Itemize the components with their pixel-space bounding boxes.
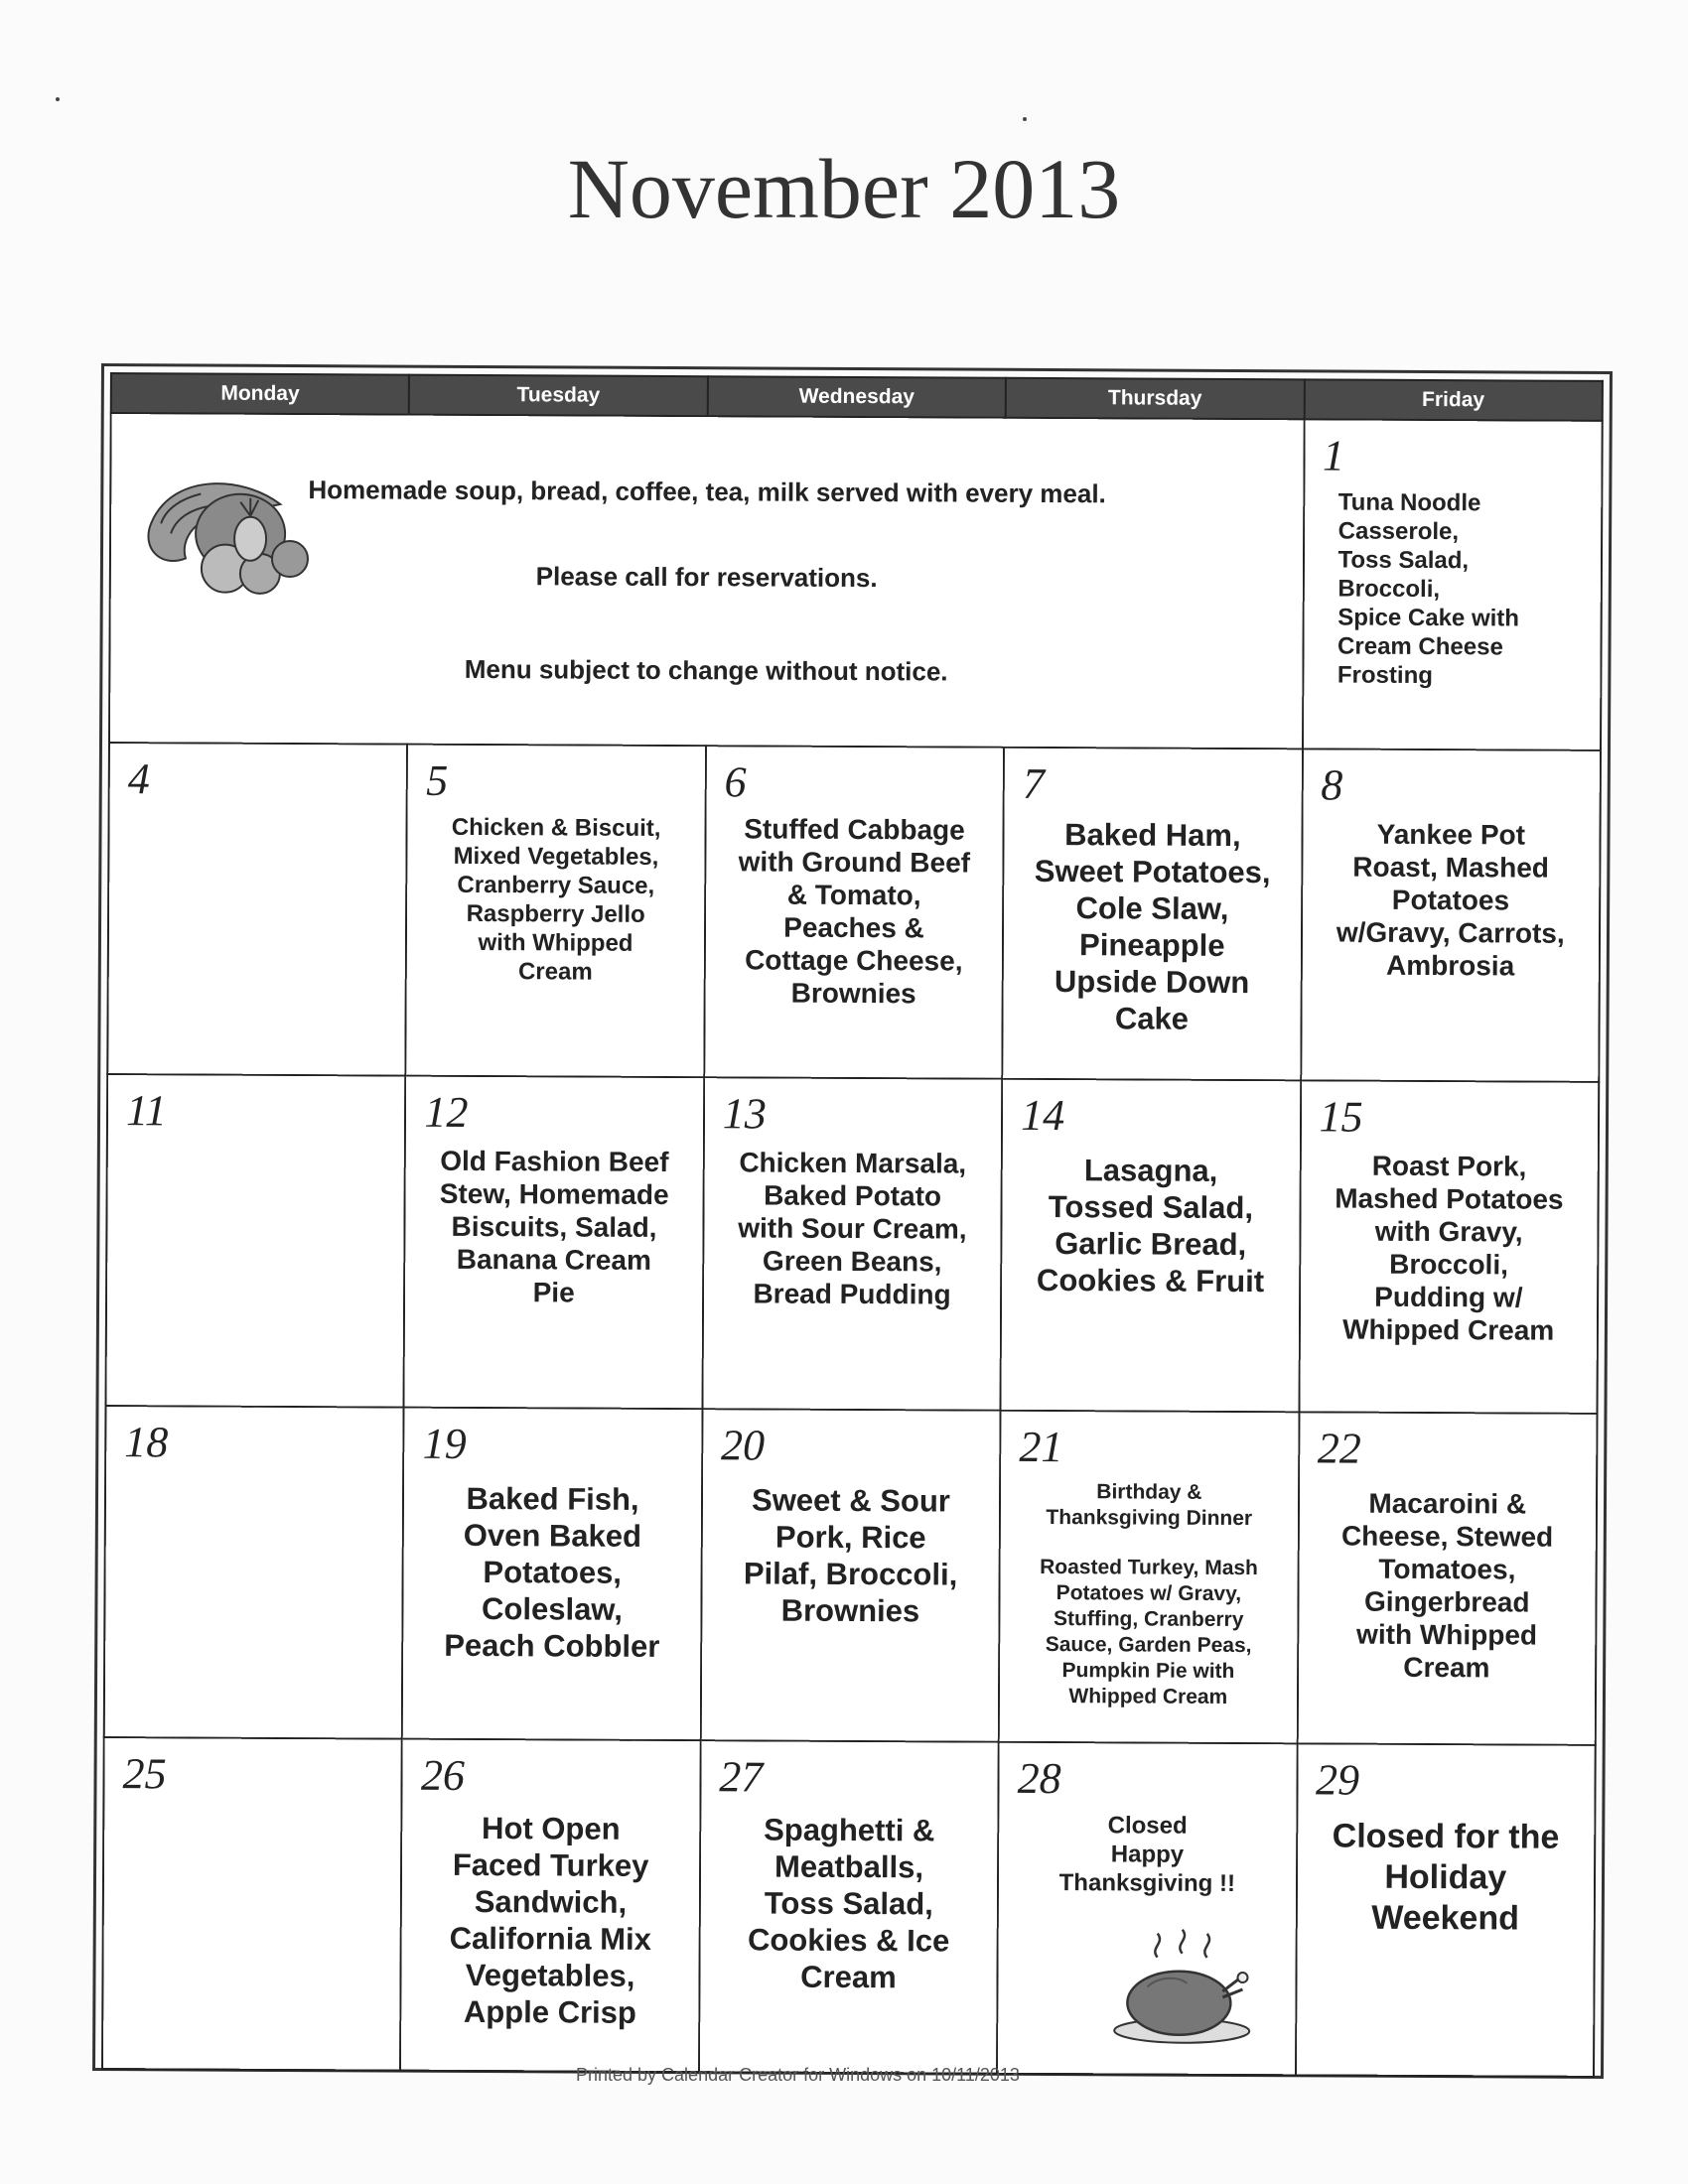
day-number: 14 [1021,1090,1065,1141]
day-menu: Macaroini & Cheese, Stewed Tomatoes, Gingerbread with Whipped Cream [1340,1487,1554,1684]
day-number: 21 [1019,1422,1063,1472]
day-menu: Baked Ham, Sweet Potatoes, Cole Slaw, Pineapple Upside Down Cake [1034,817,1271,1036]
weekday-wednesday: Wednesday [708,376,1007,418]
day-menu: Tuna Noodle Casserole, Toss Salad, Broccoli, Spice Cake with Cream Cheese Frosting [1336,488,1520,690]
day-menu: Chicken Marsala, Baked Potato with Sour Cream, Green Beans, Bread Pudding [738,1147,967,1310]
day-menu: Spaghetti & Meatballs, Toss Salad, Cookies & Ice Cream [747,1812,950,1995]
day-menu: Roasted Turkey, Mash Potatoes w/ Gravy, Stuffing, Cranberry Sauce, Garden Peas, Pumpkin Pie with Whipped Cream [1040,1555,1258,1708]
day-number: 15 [1319,1092,1363,1142]
day-menu: Old Fashion Beef Stew, Homemade Biscuits, Salad, Banana Cream Pie [439,1145,669,1308]
day-cell-7 [1002,748,1302,1081]
day-menu: Yankee Pot Roast, Mashed Potatoes w/Gravy, Carrots, Ambrosia [1336,818,1565,982]
day-number: 27 [719,1752,764,1802]
day-cell-29 [1296,1743,1596,2077]
page-title: November 2013 [567,141,1121,236]
day-cell-4 [107,743,407,1076]
day-menu: Roast Pork, Mashed Potatoes with Gravy, Broccoli, Pudding w/ Whipped Cream [1335,1150,1564,1346]
day-menu: Hot Open Faced Turkey Sandwich, California Mix Vegetables, Apple Crisp [449,1811,652,2030]
day-number: 20 [720,1421,766,1470]
weekday-monday: Monday [111,373,410,415]
weekday-friday: Friday [1304,379,1603,421]
weekday-tuesday: Tuesday [409,375,708,417]
day-cell-25 [102,1737,402,2071]
day-number: 28 [1017,1753,1061,1804]
day-menu: Closed Happy Thanksgiving !! [1058,1812,1236,1898]
weekday-thursday: Thursday [1006,378,1305,420]
notes-line-1: Homemade soup, bread, coffee, tea, milk served with every meal. [308,475,1106,509]
day-cell-22 [1297,1412,1597,1745]
day-number: 12 [424,1087,469,1137]
day-cell-21 [999,1411,1299,1744]
day-number: 26 [420,1750,466,1800]
roast-turkey-icon [1107,1927,1257,2047]
day-cell-5 [406,745,706,1078]
notes-line-2: Please call for reservations. [535,561,878,594]
day-menu: Closed for the Holiday Weekend [1332,1817,1560,1938]
day-cell-26 [400,1739,700,2073]
stray-mark [56,97,60,101]
day-menu: Chicken & Biscuit, Mixed Vegetables, Cranberry Sauce, Raspberry Jello with Whipped Cream [451,813,661,986]
day-cell-11 [106,1074,406,1408]
day-cell-12 [404,1076,704,1410]
day-cell-15 [1299,1080,1599,1414]
day-menu: Sweet & Sour Pork, Rice Pilaf, Broccoli, Brownies [743,1482,958,1629]
day-number: 8 [1321,760,1343,810]
calendar-table [101,372,1604,2078]
day-number: 11 [125,1086,167,1136]
day-number: 5 [426,755,449,805]
day-cell-28 [997,1742,1297,2076]
day-cell-18 [104,1406,404,1739]
day-cell-6 [704,746,1004,1079]
day-number: 7 [1022,758,1046,808]
day-number: 4 [127,754,150,804]
day-number: 19 [422,1419,467,1468]
day-number: 1 [1322,431,1345,480]
day-cell-14 [1001,1079,1301,1413]
day-cell-20 [701,1409,1001,1742]
day-number: 25 [122,1749,167,1799]
day-heading: Birthday & Thanksgiving Dinner [1046,1480,1253,1531]
day-cell-1 [1303,419,1603,751]
notes-cell [109,413,1304,749]
day-cell-27 [699,1740,999,2074]
day-cell-19 [402,1408,702,1741]
stray-mark [1023,117,1027,121]
day-number: 6 [724,757,747,807]
day-number: 18 [124,1418,169,1467]
printed-by-note: Printed by Calendar Creator for Windows on 10/11/2013 [576,2065,1020,2085]
day-menu: Baked Fish, Oven Baked Potatoes, Coleslaw, Peach Cobbler [444,1480,660,1664]
day-number: 13 [722,1089,767,1139]
calendar-frame [92,363,1613,2079]
day-menu: Stuffed Cabbage with Ground Beef & Tomato, Peaches & Cottage Cheese, Brownies [738,813,971,1010]
day-cell-13 [702,1077,1002,1411]
day-number: 29 [1315,1755,1360,1805]
day-number: 22 [1317,1424,1361,1473]
notes-line-3: Menu subject to change without notice. [464,653,948,687]
day-cell-8 [1301,749,1601,1082]
day-menu: Lasagna, Tossed Salad, Garlic Bread, Cookies & Fruit [1036,1153,1265,1299]
